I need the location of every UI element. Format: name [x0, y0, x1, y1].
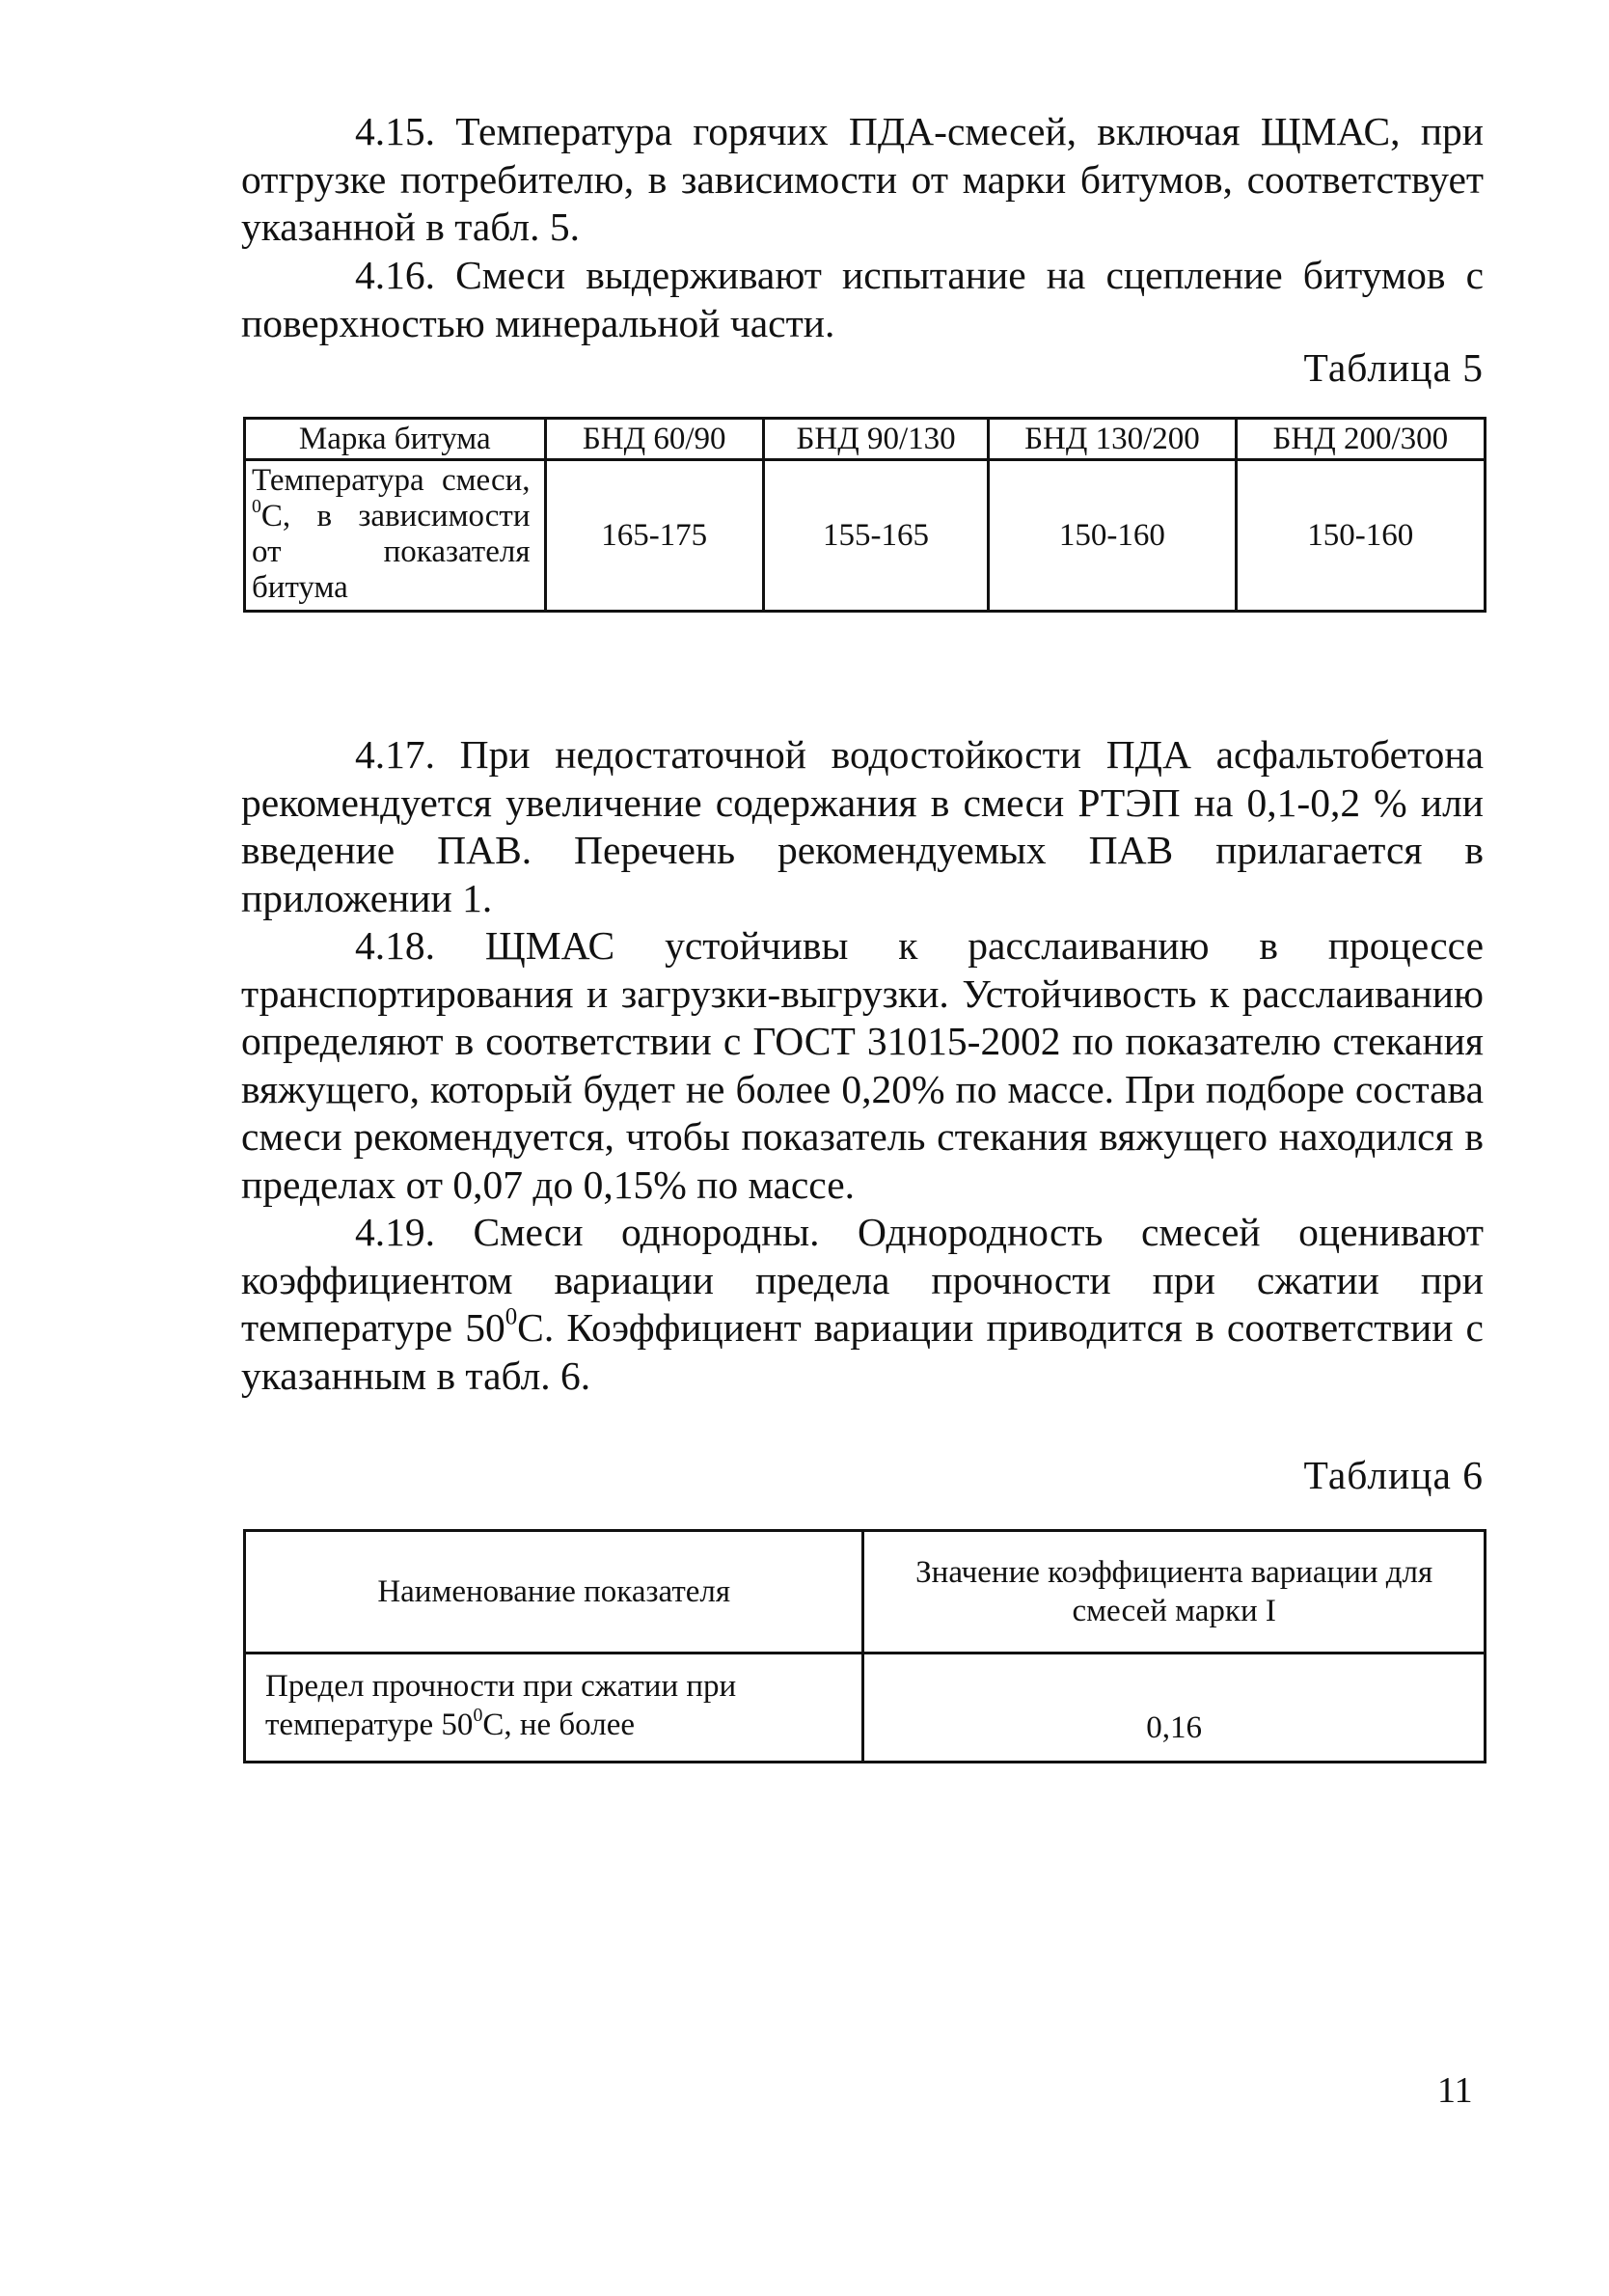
- paragraph-4-19: 4.19. Смеси однородны. Однородность смесей оценивают коэффициентом вариации предела прочности при сжатии при температуре $50^0С$. Коэффициент вариации приводится в соответствии с указанным в табл. 6.: [241, 1210, 1484, 1398]
- paragraph-4-18: 4.18. ЩМАС устойчивы к расслаиванию в процессе транспортирования и загрузки-выгрузки. Устойчивость к расслаиванию определяют в соответствии с ГОСТ 31015-2002 по показателю стекания вяжущего, который будет не более 0,20% по массе. При подборе состава смеси рекомендуется, чтобы показатель стекания вяжущего находился в пределах от 0,07 до 0,15% по массе.: [241, 923, 1484, 1207]
- page-number: 11: [1437, 2070, 1473, 2111]
- table5-header-cell: БНД 90/130: [763, 419, 988, 460]
- table5-header-cell: БНД 200/300: [1236, 419, 1485, 460]
- table6-row-label: Предел прочности при сжатии при температуре $50^0С$, не более: [245, 1654, 863, 1763]
- table5-header-cell: БНД 130/200: [989, 419, 1236, 460]
- table6-header-cell: Значение коэффициента вариации для смесей марки I: [863, 1531, 1486, 1654]
- table5-header-row: [245, 419, 1486, 460]
- table5-data-row: [245, 460, 1486, 612]
- table-6: [243, 1529, 1486, 1763]
- table5-caption: Таблица 5: [1303, 345, 1484, 390]
- table6-data-row: [245, 1654, 1486, 1763]
- table6-header-cell: Наименование показателя: [245, 1531, 863, 1654]
- table6-cell: 0,16: [863, 1654, 1486, 1763]
- table5-header-cell: Марка битума: [245, 419, 546, 460]
- table5-cell: 150-160: [1236, 460, 1485, 612]
- table5-cell: 165-175: [545, 460, 763, 612]
- table5-row-label: Температура смеси, $^0$С, в зависимости от показателя битума: [245, 460, 546, 612]
- paragraph-4-17: 4.17. При недостаточной водостойкости ПДА асфальтобетона рекомендуется увеличение содержания в смеси РТЭП на 0,1-0,2 % или введение ПАВ. Перечень рекомендуемых ПАВ прилагается в приложении 1.: [241, 732, 1484, 920]
- paragraph-4-16: 4.16. Смеси выдерживают испытание на сцепление битумов с поверхностью минеральной части.: [241, 253, 1484, 345]
- table6-header-row: [245, 1531, 1486, 1654]
- table-5: [243, 417, 1486, 613]
- table5-cell: 150-160: [989, 460, 1236, 612]
- table5-header-cell: БНД 60/90: [545, 419, 763, 460]
- table5-cell: 155-165: [763, 460, 988, 612]
- table6-caption: Таблица 6: [1303, 1453, 1484, 1497]
- paragraph-4-15: 4.15. Температура горячих ПДА-смесей, включая ЩМАС, при отгрузке потребителю, в зависимости от марки битумов, соответствует указанной в табл. 5.: [241, 109, 1484, 249]
